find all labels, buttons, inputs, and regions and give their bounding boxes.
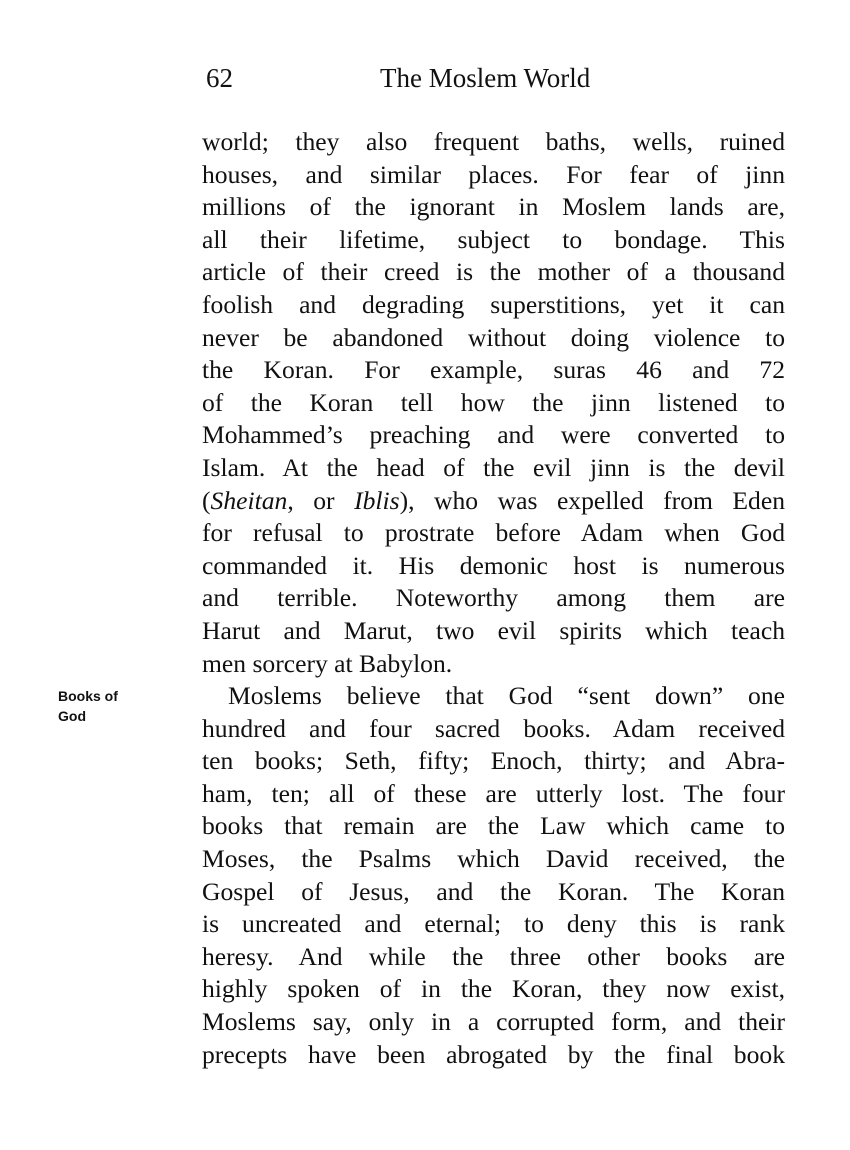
text-line: is uncreated and eternal; to deny this is rank — [202, 909, 785, 939]
text-line: Gospel of Jesus, and the Koran. The Koran — [202, 876, 785, 906]
italic-term-sheitan: Sheitan — [210, 485, 288, 515]
text-line: men sorcery at Babylon. — [202, 648, 453, 678]
text-fragment: ), who was expelled from Eden — [399, 485, 786, 515]
text-line: houses, and similar places. For fear of jinn — [202, 159, 785, 189]
italic-term-iblis: Iblis — [354, 485, 400, 515]
text-fragment: , or — [287, 485, 355, 515]
text-line: foolish and degrading superstitions, yet it can — [202, 289, 785, 319]
paragraph-books-of-god — [202, 680, 785, 1071]
paragraph-jinn — [202, 126, 785, 680]
text-line: Mohammed’s preaching and were converted to — [202, 420, 785, 450]
text-line: millions of the ignorant in Moslem lands are, — [202, 192, 785, 222]
text-line: Islam. At the head of the evil jinn is the devil — [202, 452, 785, 482]
text-line: commanded it. His demonic host is numerous — [202, 550, 785, 580]
text-line: and terrible. Noteworthy among them are — [202, 583, 785, 613]
text-line: hundred and four sacred books. Adam received — [202, 713, 785, 743]
text-line: article of their creed is the mother of a thousand — [202, 257, 785, 287]
text-line: heresy. And while the three other books are — [202, 941, 785, 971]
text-line: never be abandoned without doing violence to — [202, 322, 785, 352]
text-line: the Koran. For example, suras 46 and 72 — [202, 355, 785, 385]
running-title: The Moslem World — [380, 63, 591, 93]
text-line: for refusal to prostrate before Adam when God — [202, 518, 785, 548]
text-line: Moslems say, only in a corrupted form, and their — [202, 1007, 785, 1037]
margin-sidenote — [58, 686, 118, 726]
page-number: 62 — [206, 63, 233, 93]
text-line: all their lifetime, subject to bondage. This — [202, 224, 785, 254]
text-line: world; they also frequent baths, wells, ruined — [202, 127, 785, 156]
body-text — [202, 126, 785, 1071]
text-line: precepts have been abrogated by the final book — [202, 1039, 785, 1069]
text-line: Moses, the Psalms which David received, the — [202, 844, 785, 874]
text-line: Moslems believe that God “sent down” one — [228, 681, 785, 711]
text-line — [202, 485, 785, 518]
text-fragment: ( — [202, 485, 211, 515]
sidenote-line: Books of — [58, 688, 118, 704]
text-line: of the Koran tell how the jinn listened to — [202, 387, 785, 417]
text-line: books that remain are the Law which came to — [202, 811, 785, 841]
text-line: ten books; Seth, fifty; Enoch, thirty; and Abra- — [202, 746, 785, 776]
sidenote-line: God — [58, 708, 86, 724]
text-line: highly spoken of in the Koran, they now exist, — [202, 974, 785, 1004]
text-line: ham, ten; all of these are utterly lost. The four — [202, 778, 785, 808]
text-line: Harut and Marut, two evil spirits which teach — [202, 615, 785, 645]
